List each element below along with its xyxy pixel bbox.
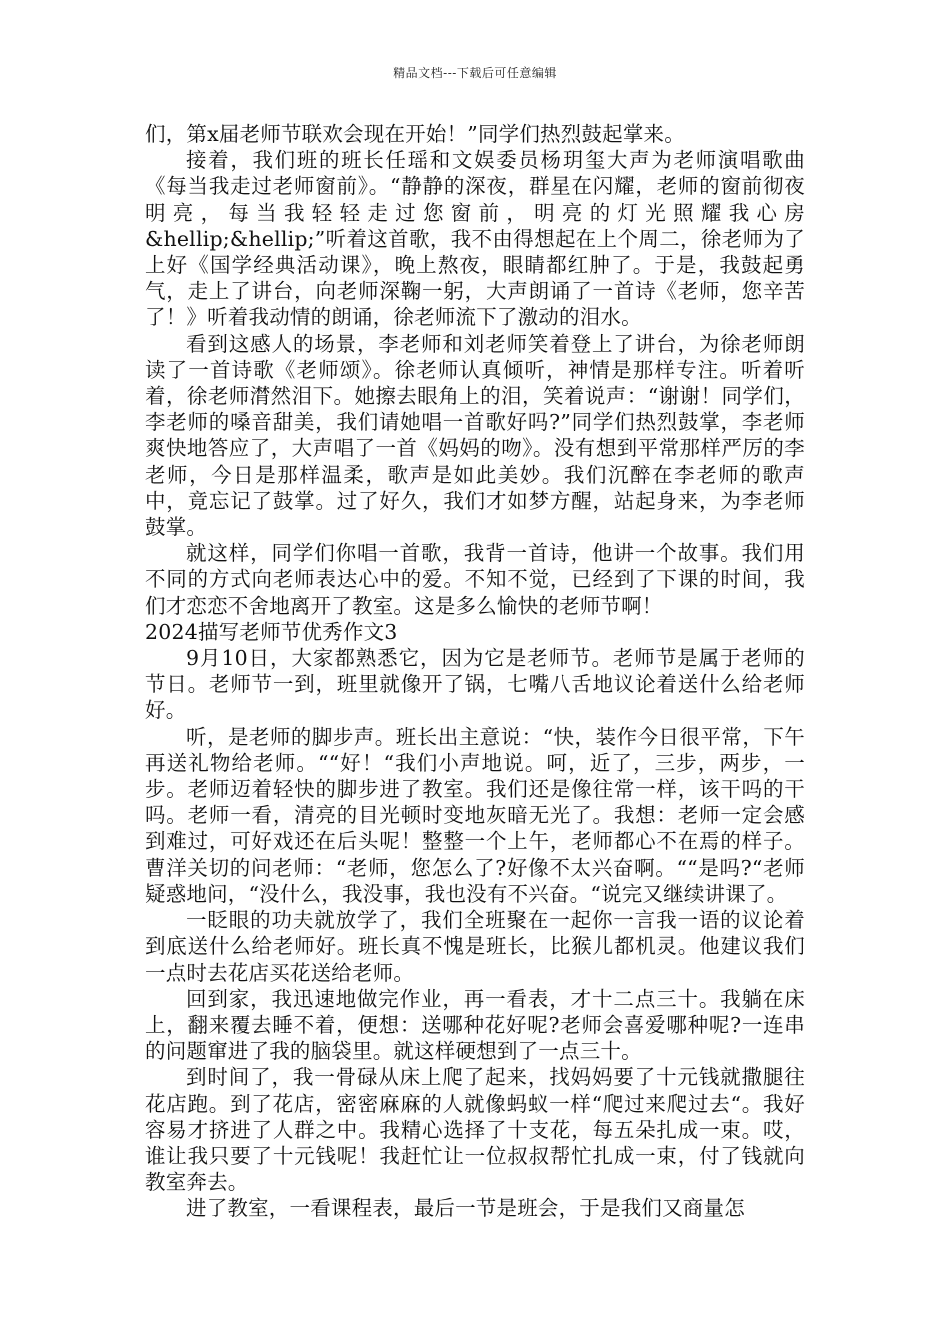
paragraph: 9月10日，大家都熟悉它，因为它是老师节。老师节是属于老师的节日。老师节一到，班里就像开了锅，七嘴八舌地议论着送什么给老师好。 xyxy=(145,646,805,723)
paragraph: 看到这感人的场景，李老师和刘老师笑着登上了讲台，为徐老师朗读了一首诗歌《老师颂》。徐老师认真倾听，神情是那样专注。听着听着，徐老师潸然泪下。她擦去眼角上的泪，笑着说声：“谢谢！同学们，李老师的嗓音甜美，我们请她唱一首歌好吗?”同学们热烈鼓掌，李老师爽快地答应了，大声唱了一首《妈妈的吻》。没有想到平常那样严厉的李老师，今日是那样温柔，歌声是如此美妙。我们沉醉在李老师的歌声中，竟忘记了鼓掌。过了好久，我们才如梦方醒，站起身来，为李老师鼓掌。 xyxy=(145,331,805,540)
section-title: 2024描写老师节优秀作文3 xyxy=(145,619,398,644)
paragraph: 到时间了，我一骨碌从床上爬了起来，找妈妈要了十元钱就撒腿往花店跑。到了花店，密密麻麻的人就像蚂蚁一样“爬过来爬过去“。我好容易才挤进了人群之中。我精心选择了十支花，每五朵扎成一束。哎，谁让我只要了十元钱呢！我赶忙让一位叔叔帮忙扎成一束，付了钱就向教室奔去。 xyxy=(145,1065,805,1195)
paragraph: 接着，我们班的班长任瑶和文娱委员杨玥玺大声为老师演唱歌曲《每当我走过老师窗前》。“静静的深夜，群星在闪耀，老师的窗前彻夜明亮，每当我轻轻走过您窗前，明亮的灯光照耀我心房&hellip;&hellip;”听着这首歌，我不由得想起在上个周二，徐老师为了上好《国学经典活动课》，晚上熬夜，眼睛都红肿了。于是，我鼓起勇气，走上了讲台，向老师深鞠一躬，大声朗诵了一首诗《老师，您辛苦了！》听着我动情的朗诵，徐老师流下了激动的泪水。 xyxy=(145,148,805,330)
paragraph: 一眨眼的功夫就放学了，我们全班聚在一起你一言我一语的议论着到底送什么给老师好。班长真不愧是班长，比猴儿都机灵。他建议我们一点时去花店买花送给老师。 xyxy=(145,908,805,985)
paragraph: 听，是老师的脚步声。班长出主意说：“快，装作今日很平常，下午再送礼物给老师。““好！“我们小声地说。呵，近了，三步，两步，一步。老师迈着轻快的脚步进了教室。我们还是像往常一样，该干吗的干吗。老师一看，清亮的目光顿时变地灰暗无光了。我想：老师一定会感到难过，可好戏还在后头呢！整整一个上午，老师都心不在焉的样子。曹洋关切的问老师：“老师，您怎么了?好像不太兴奋啊。““是吗?“老师疑惑地问，“没什么，我没事，我也没有不兴奋。“说完又继续讲课了。 xyxy=(145,724,805,906)
paragraph: 进了教室，一看课程表，最后一节是班会，于是我们又商量怎 xyxy=(186,1196,745,1221)
page-header: 精品文档---下载后可任意编辑 xyxy=(393,66,557,80)
paragraph: 回到家，我迅速地做完作业，再一看表，才十二点三十。我躺在床上，翻来覆去睡不着，便想：送哪种花好呢?老师会喜爱哪种呢?一连串的问题窜进了我的脑袋里。就这样硬想到了一点三十。 xyxy=(145,986,805,1064)
article-body xyxy=(145,121,805,1222)
paragraph: 就这样，同学们你唱一首歌，我背一首诗，他讲一个故事。我们用不同的方式向老师表达心中的爱。不知不觉，已经到了下课的时间，我们才恋恋不舍地离开了教室。这是多么愉快的老师节啊！ xyxy=(145,541,805,618)
paragraph: 们，第x届老师节联欢会现在开始！”同学们热烈鼓起掌来。 xyxy=(145,122,685,146)
